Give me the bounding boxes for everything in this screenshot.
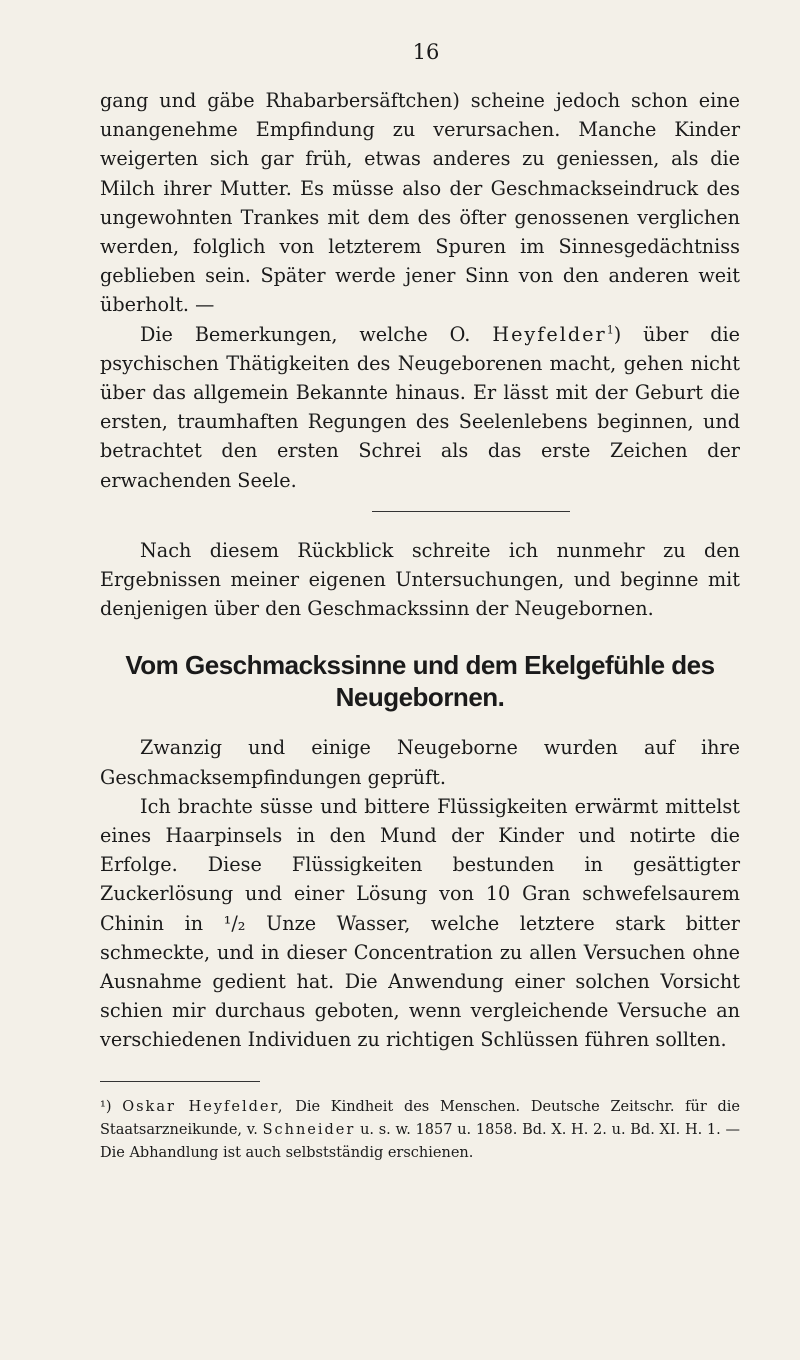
paragraph-method [100, 792, 740, 1055]
paragraph-method-after: Unze Wasser, welche letztere stark bitter schmeckte, und in dieser Concentration zu allen Versuchen ohne Ausnahme gedient hat. Die Anwendung einer solchen Vorsicht schien mir durchaus geboten, wenn vergleichende Versuche an verschiedenen Individuen zu richtigen Schlüssen führen sollten. [100, 911, 740, 1052]
footnote [100, 1096, 740, 1165]
page-number: 16 [412, 40, 440, 64]
footnote-author: Oskar Heyfelder, [122, 1098, 285, 1115]
footnote-text-a: Die Kindheit des Menschen. Deutsche Zeitschr. für die Staatsarzneikunde, v. [100, 1098, 741, 1138]
footnote-editor: Schneider [262, 1121, 356, 1138]
paragraph-heyfelder [100, 320, 740, 495]
paragraph-method-before: Ich brachte süsse und bittere Flüssigkeiten erwärmt mittelst eines Haarpinsels in den Mund der Kinder und notirte die Erfolge. Diese Flüssigkeiten bestunden in gesättigter Zuckerlösung und einer Lösung von 10 Gran schwefelsaurem Chinin in [100, 794, 740, 935]
section-divider [372, 511, 570, 512]
section-heading [100, 649, 740, 713]
paragraph-transition: Nach diesem Rückblick schreite ich nunmehr zu den Ergebnissen meiner eigenen Untersuchungen, und beginne mit denjenigen über den Geschmackssinn der Neugebornen. [100, 538, 740, 621]
footnote-mark: ¹) [100, 1098, 112, 1115]
book-page [100, 40, 740, 1165]
paragraph-continuation: gang und gäbe Rhabarbersäftchen) scheine jedoch schon eine unangenehme Empfindung zu verursachen. Manche Kinder weigerten sich gar früh, etwas anderes zu geniessen, als die Milch ihrer Mutter. Es müsse also der Geschmackseindruck des ungewohnten Trankes mit dem des öfter genossenen verglichen werden, folglich von letzterem Spuren im Sinnesgedächtniss geblieben sein. Später werde jener Sinn von den anderen weit überholt. — [100, 89, 740, 317]
footnote-reference: 1 [606, 323, 614, 337]
paragraph-heyfelder-before: Die Bemerkungen, welche O. [140, 322, 471, 346]
footnote-rule [100, 1081, 260, 1082]
paragraph-heyfelder-after: ) über die psychischen Thätigkeiten des Neugeborenen macht, gehen nicht über das allgemein Bekannte hinaus. Er lässt mit der Geburt die ersten, traumhaften Regungen des Seelenlebens beginnen, und betrachtet den ersten Schrei als das erste Zeichen der erwachenden Seele. [100, 322, 740, 492]
section-heading-line-1: Vom Geschmackssinne und dem Ekelgefühle des [125, 650, 715, 681]
paragraph-subjects: Zwanzig und einige Neugeborne wurden auf ihre Geschmacksempfindungen geprüft. [100, 736, 740, 789]
author-name-heyfelder: Heyfelder [492, 322, 607, 346]
footnote-text-b: u. s. w. 1857 u. 1858. Bd. X. H. 2. u. Bd. XI. H. 1. — Die Abhandlung ist auch selbstständig erschienen. [100, 1121, 741, 1161]
fraction-half: ¹/₂ [223, 911, 246, 935]
section-heading-line-2: Neugebornen. [335, 682, 505, 713]
